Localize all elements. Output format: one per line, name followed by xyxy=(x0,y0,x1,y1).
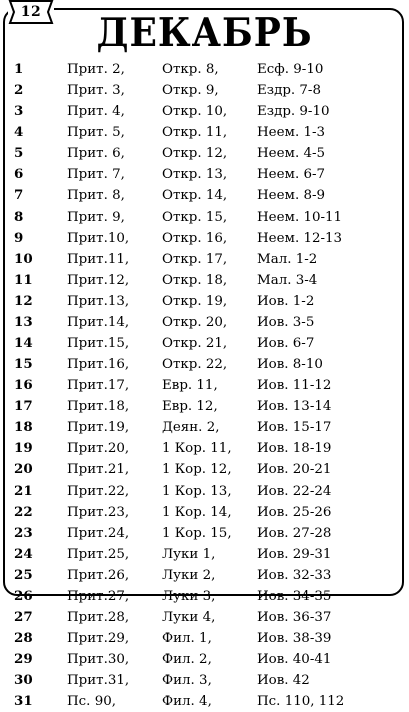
reading-nt: 1 Кор. 14, xyxy=(162,504,232,520)
table-row xyxy=(0,691,409,712)
day-number: 28 xyxy=(14,630,33,647)
table-row xyxy=(0,565,409,586)
reading-ot: Неем. 12-13 xyxy=(257,230,343,246)
reading-ot: Пс. 110, 112 xyxy=(257,694,345,710)
reading-nt: Фил. 1, xyxy=(162,631,212,647)
reading-ot: Иов. 32-33 xyxy=(257,567,332,583)
reading-ot: Иов. 40-41 xyxy=(257,652,332,668)
table-row xyxy=(0,438,409,459)
reading-nt: 1 Кор. 12, xyxy=(162,462,232,478)
month-number: 12 xyxy=(20,4,42,20)
reading-proverbs: Прит. 2, xyxy=(67,62,125,77)
reading-ot: Иов. 11-12 xyxy=(257,378,332,394)
reading-nt: Луки 4, xyxy=(162,610,216,626)
reading-ot: Иов. 13-14 xyxy=(257,399,332,415)
day-number: 5 xyxy=(14,145,24,162)
reading-proverbs: Прит. 8, xyxy=(67,188,125,204)
reading-nt: Луки 2, xyxy=(162,567,216,583)
reading-proverbs: Прит. 9, xyxy=(67,209,125,225)
reading-nt: Евр. 11, xyxy=(162,378,218,394)
table-row xyxy=(0,417,409,438)
reading-ot: Иов. 38-39 xyxy=(257,631,332,647)
table-row xyxy=(0,164,409,185)
reading-ot: Иов. 1-2 xyxy=(257,293,315,309)
reading-nt: Луки 3, xyxy=(162,588,216,604)
table-row xyxy=(0,122,409,143)
reading-ot: Иов. 8-10 xyxy=(257,357,323,373)
reading-nt: Откр. 16, xyxy=(162,230,228,246)
reading-proverbs: Прит. 6, xyxy=(67,146,125,162)
table-row xyxy=(0,228,409,249)
reading-ot: Мал. 3-4 xyxy=(257,272,318,288)
table-row xyxy=(0,481,409,502)
reading-proverbs: Прит. 7, xyxy=(67,167,125,183)
reading-nt: Откр. 11, xyxy=(162,125,228,141)
reading-nt: Деян. 2, xyxy=(162,420,220,436)
day-number: 9 xyxy=(14,229,24,246)
table-row xyxy=(0,143,409,164)
table-row xyxy=(0,607,409,628)
reading-ot: Неем. 10-11 xyxy=(257,209,343,225)
reading-proverbs: Прит.22, xyxy=(67,483,130,499)
reading-proverbs: Прит.16, xyxy=(67,357,130,373)
day-number: 14 xyxy=(14,335,33,352)
reading-ot: Иов. 25-26 xyxy=(257,504,332,520)
day-number: 2 xyxy=(14,82,24,99)
day-number: 3 xyxy=(14,103,24,120)
day-number: 24 xyxy=(14,545,33,562)
table-row xyxy=(0,502,409,523)
day-number: 6 xyxy=(14,166,24,183)
reading-nt: Откр. 18, xyxy=(162,272,228,288)
table-row xyxy=(0,249,409,270)
reading-proverbs: Прит.14, xyxy=(67,314,130,330)
reading-ot: Иов. 29-31 xyxy=(257,546,332,562)
table-row xyxy=(0,312,409,333)
reading-ot: Ездр. 9-10 xyxy=(257,104,330,120)
reading-ot: Иов. 18-19 xyxy=(257,441,332,457)
reading-proverbs: Прит. 5, xyxy=(67,125,125,141)
reading-ot: Есф. 9-10 xyxy=(257,62,324,77)
day-number: 18 xyxy=(14,419,33,436)
reading-proverbs: Прит.26, xyxy=(67,567,130,583)
table-row xyxy=(0,207,409,228)
table-row xyxy=(0,459,409,480)
reading-nt: Фил. 3, xyxy=(162,673,212,689)
reading-nt: Откр. 19, xyxy=(162,293,228,309)
reading-nt: Откр. 17, xyxy=(162,251,228,267)
reading-ot: Иов. 20-21 xyxy=(257,462,332,478)
reading-nt: 1 Кор. 15, xyxy=(162,525,232,541)
table-row xyxy=(0,396,409,417)
reading-nt: 1 Кор. 11, xyxy=(162,441,232,457)
day-number: 20 xyxy=(14,461,33,478)
day-number: 23 xyxy=(14,524,33,541)
table-row xyxy=(0,101,409,122)
reading-nt: Откр. 22, xyxy=(162,357,228,373)
reading-nt: Откр. 9, xyxy=(162,83,219,99)
reading-nt: Фил. 2, xyxy=(162,652,212,668)
reading-proverbs: Прит.24, xyxy=(67,525,130,541)
reading-proverbs: Прит.28, xyxy=(67,610,130,626)
reading-nt: Откр. 20, xyxy=(162,314,228,330)
reading-proverbs: Прит.15, xyxy=(67,336,130,352)
reading-proverbs: Прит.10, xyxy=(67,230,130,246)
reading-ot: Иов. 34-35 xyxy=(257,588,332,604)
reading-proverbs: Прит.25, xyxy=(67,546,130,562)
reading-proverbs: Прит.19, xyxy=(67,420,130,436)
reading-ot: Иов. 27-28 xyxy=(257,525,332,541)
reading-ot: Неем. 4-5 xyxy=(257,146,326,162)
reading-proverbs: Прит.29, xyxy=(67,631,130,647)
reading-proverbs: Прит.12, xyxy=(67,272,130,288)
day-number: 27 xyxy=(14,609,33,626)
day-number: 4 xyxy=(14,124,24,141)
table-row xyxy=(0,649,409,670)
reading-proverbs: Прит.31, xyxy=(67,673,130,689)
day-number: 11 xyxy=(14,271,33,288)
reading-proverbs: Прит.30, xyxy=(67,652,130,668)
day-number: 16 xyxy=(14,377,33,394)
table-row xyxy=(0,523,409,544)
reading-nt: Откр. 13, xyxy=(162,167,228,183)
day-number: 7 xyxy=(14,187,24,204)
reading-proverbs: Прит.23, xyxy=(67,504,130,520)
table-row xyxy=(0,586,409,607)
reading-ot: Иов. 15-17 xyxy=(257,420,332,436)
table-row xyxy=(0,544,409,565)
day-number: 22 xyxy=(14,503,33,520)
reading-ot: Неем. 6-7 xyxy=(257,167,326,183)
day-number: 1 xyxy=(14,61,24,77)
table-row xyxy=(0,670,409,691)
reading-ot: Иов. 22-24 xyxy=(257,483,332,499)
table-row xyxy=(0,80,409,101)
reading-nt: Откр. 10, xyxy=(162,104,228,120)
reading-nt: Откр. 21, xyxy=(162,336,228,352)
day-number: 17 xyxy=(14,398,33,415)
reading-ot: Иов. 42 xyxy=(257,673,310,689)
reading-nt: Откр. 8, xyxy=(162,62,219,77)
table-row xyxy=(0,270,409,291)
reading-nt: Откр. 15, xyxy=(162,209,228,225)
day-number: 29 xyxy=(14,651,33,668)
table-row xyxy=(0,185,409,206)
reading-proverbs: Прит. 3, xyxy=(67,83,125,99)
day-number: 8 xyxy=(14,208,24,225)
day-number: 21 xyxy=(14,482,33,499)
reading-proverbs: Прит.27, xyxy=(67,588,130,604)
reading-proverbs: Прит.17, xyxy=(67,378,130,394)
day-number: 25 xyxy=(14,566,33,583)
reading-proverbs: Прит.11, xyxy=(67,251,130,267)
day-number: 15 xyxy=(14,356,33,373)
reading-proverbs: Пс. 90, xyxy=(67,694,116,710)
day-number: 12 xyxy=(14,292,33,309)
reading-ot: Неем. 8-9 xyxy=(257,188,326,204)
reading-ot: Ездр. 7-8 xyxy=(257,83,321,99)
day-number: 30 xyxy=(14,672,33,689)
month-title: ДЕКАБРЬ xyxy=(96,10,313,56)
table-row xyxy=(0,375,409,396)
reading-nt: Евр. 12, xyxy=(162,399,218,415)
reading-ot: Мал. 1-2 xyxy=(257,251,318,267)
day-number: 31 xyxy=(14,693,33,710)
reading-proverbs: Прит.18, xyxy=(67,399,130,415)
reading-nt: 1 Кор. 13, xyxy=(162,483,232,499)
day-number: 26 xyxy=(14,587,33,604)
reading-ot: Неем. 1-3 xyxy=(257,125,326,141)
reading-proverbs: Прит. 4, xyxy=(67,104,125,120)
table-row xyxy=(0,628,409,649)
reading-table xyxy=(0,59,409,712)
reading-nt: Откр. 14, xyxy=(162,188,228,204)
reading-ot: Иов. 36-37 xyxy=(257,610,332,626)
reading-nt: Фил. 4, xyxy=(162,694,212,710)
table-row xyxy=(0,291,409,312)
reading-proverbs: Прит.20, xyxy=(67,441,130,457)
reading-nt: Луки 1, xyxy=(162,546,216,562)
table-row xyxy=(0,354,409,375)
day-number: 19 xyxy=(14,440,33,457)
day-number: 13 xyxy=(14,313,33,330)
reading-nt: Откр. 12, xyxy=(162,146,228,162)
day-number: 10 xyxy=(14,250,33,267)
table-row xyxy=(0,333,409,354)
reading-ot: Иов. 6-7 xyxy=(257,336,315,352)
table-row xyxy=(0,59,409,80)
reading-ot: Иов. 3-5 xyxy=(257,314,315,330)
reading-proverbs: Прит.13, xyxy=(67,293,130,309)
reading-proverbs: Прит.21, xyxy=(67,462,130,478)
